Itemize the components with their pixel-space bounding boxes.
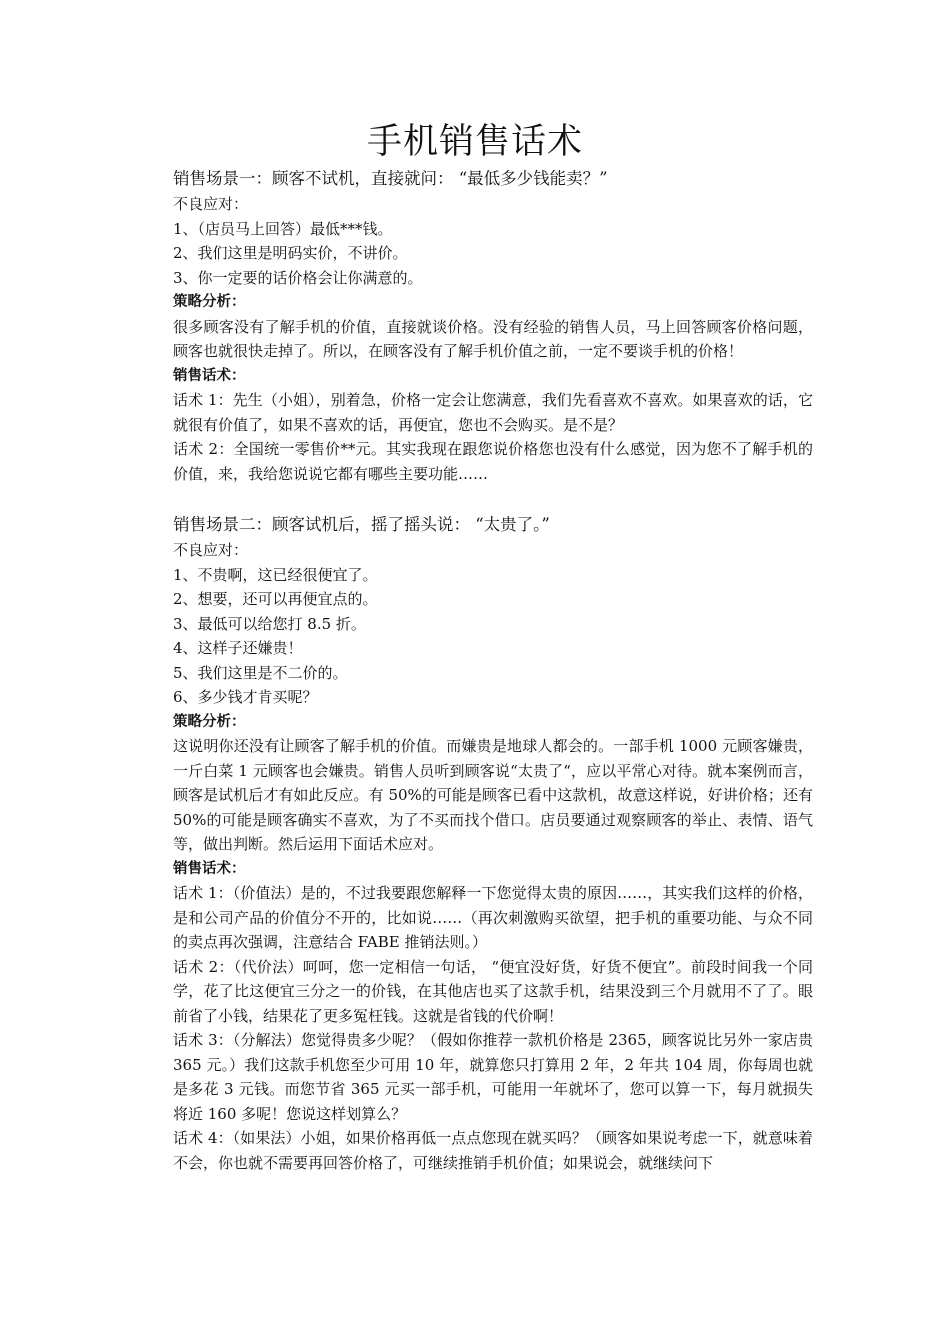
- scene2-script-label: 销售话术：: [173, 860, 246, 877]
- scene2-bad-item: 5、我们这里是不二价的。: [173, 663, 348, 682]
- scene2-strategy-label: 策略分析：: [173, 713, 246, 730]
- scene1-bad-item: 2、我们这里是明码实价，不讲价。: [173, 244, 408, 262]
- scene1-bad-label: 不良应对：: [173, 195, 249, 213]
- scene2-bad-item: 6、多少钱才肯买呢？: [173, 688, 318, 706]
- scene1-script: 话术 2：全国统一零售价**元。其实我现在跟您说价格您也没有什么感觉，因为您不了解手机的价值，来，我给您说说它都有哪些主要功能……: [173, 440, 813, 483]
- scene2-strategy-text: 这说明你还没有让顾客了解手机的价值。而嫌贵是地球人都会的。一部手机 1000 元顾客嫌贵，一斤白菜 1 元顾客也会嫌贵。销售人员听到顾客说“太贵了“，应以平常心对待。就本案例而言，顾客是试机后才有如此反应。有 50%的可能是顾客已看中这款机，故意这样说，好讲价格；还有 50%的可能是顾客确实不喜欢，为了不买而找个借口。店员要通过观察顾客的举止、表情、语气等，做出判断。然后运用下面话术应对。: [173, 737, 813, 853]
- scene2-script: 话术 1：（价值法）是的，不过我要跟您解释一下您觉得太贵的原因……，其实我们这样的价格，是和公司产品的价值分不开的，比如说……（再次刺激购买欲望，把手机的重要功能、与众不同的卖点再次强调，注意结合 FABE 推销法则。）: [173, 884, 813, 951]
- scene1-strategy-text: 很多顾客没有了解手机的价值，直接就谈价格。没有经验的销售人员，马上回答顾客价格问题，顾客也就很快走掉了。所以，在顾客没有了解手机价值之前，一定不要谈手机的价格！: [173, 317, 813, 360]
- scene2-bad-item: 4、这样子还嫌贵！: [173, 639, 303, 657]
- scene2-script: 话术 2：（代价法）呵呵，您一定相信一句话， “便宜没好货，好货不便宜”。前段时间我一个同学，花了比这便宜三分之一的价钱，在其他店也买了这款手机，结果没到三个月就用不了了。眼前省了小钱，结果花了更多冤枉钱。这就是省钱的代价啊！: [173, 957, 813, 1025]
- scene2-script: 话术 4：（如果法）小姐，如果价格再低一点点您现在就买吗？（顾客如果说考虑一下，就意味着不会，你也就不需要再回答价格了，可继续推销手机价值；如果说会，就继续问下: [173, 1129, 813, 1172]
- scene1-script: 话术 1：先生（小姐），别着急，价格一定会让您满意，我们先看喜欢不喜欢。如果喜欢的话，它就很有价值了，如果不喜欢的话，再便宜，您也不会购买。是不是？: [173, 391, 813, 434]
- scene2-script: 话术 3：（分解法）您觉得贵多少呢？（假如你推荐一款机价格是 2365，顾客说比另外一家店贵 365 元。）我们这款手机您至少可用 10 年，就算您只打算用 2 年，2 年共 104 周，你每周也就是多花 3 元钱。而您节省 365 元买一部手机，可能用一年就坏了，您可以算一下，每月就损失将近 160 多呢！您说这样划算么？: [173, 1031, 813, 1123]
- scene2-bad-label: 不良应对：: [173, 541, 249, 559]
- scene1-bad-item: 3、你一定要的话价格会让你满意的。: [173, 268, 423, 287]
- page-title: 手机销售话术: [366, 122, 583, 162]
- scene2-bad-item: 3、最低可以给您打 8.5 折。: [173, 614, 366, 633]
- scene1-bad-item: 1、（店员马上回答）最低***钱。: [173, 219, 393, 238]
- scene2-bad-item: 1、不贵啊，这已经很便宜了。: [173, 565, 378, 584]
- section-gap: [173, 486, 813, 512]
- scene2-heading: 销售场景二：顾客试机后，摇了摇头说： “太贵了。”: [173, 515, 550, 534]
- scene1-strategy-label: 策略分析：: [173, 294, 246, 310]
- scene1-heading: 销售场景一：顾客不试机，直接就问： “最低多少钱能卖？”: [173, 169, 608, 188]
- scene1-script-label: 销售话术：: [173, 367, 246, 384]
- document-body: [173, 166, 813, 1175]
- scene2-bad-item: 2、想要，还可以再便宜点的。: [173, 590, 378, 608]
